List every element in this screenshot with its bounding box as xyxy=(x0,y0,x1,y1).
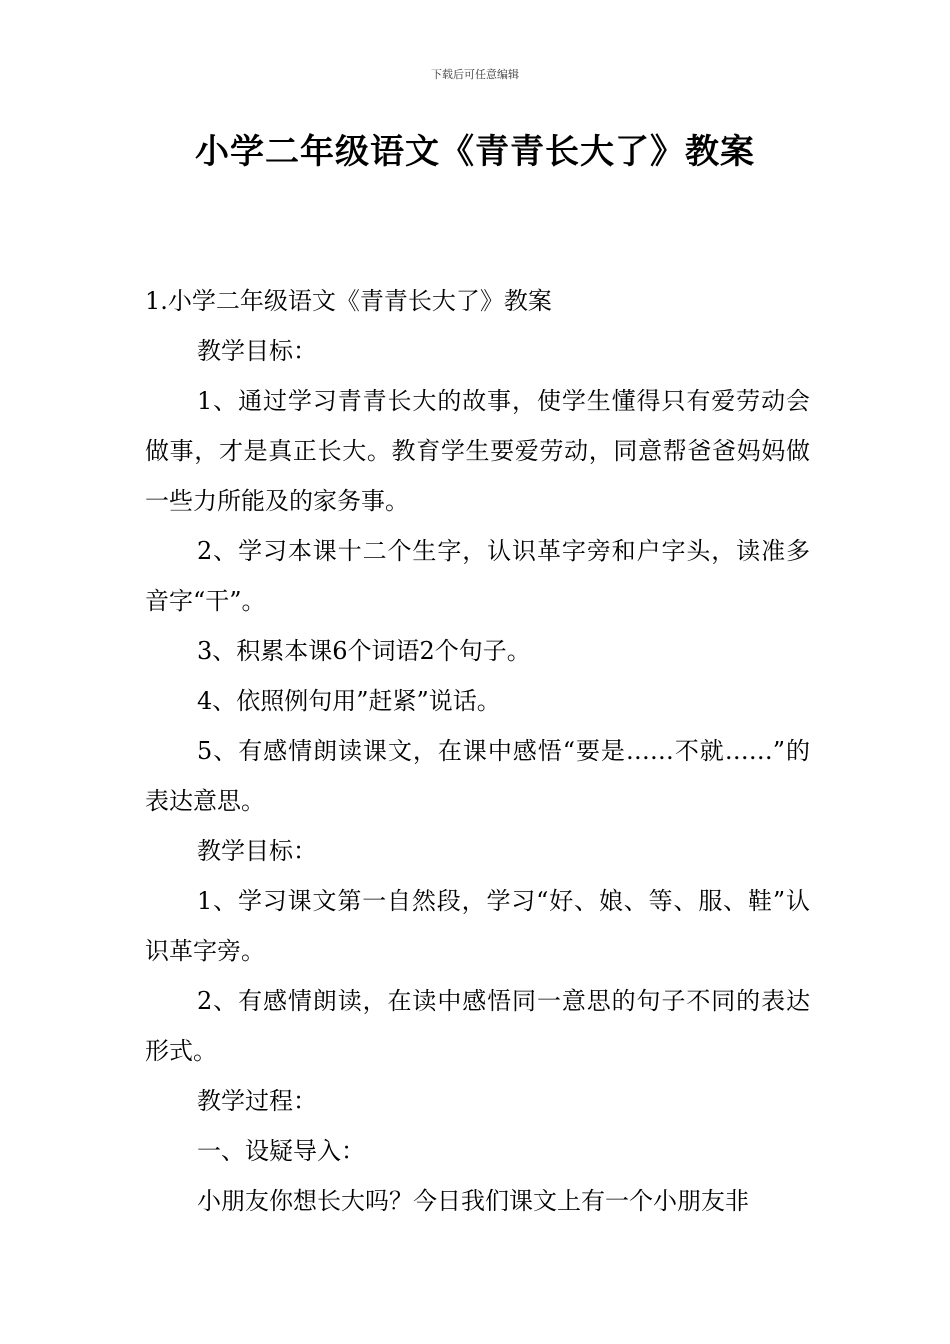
paragraph-step-1: 一、设疑导入： xyxy=(197,1137,365,1165)
paragraph-goal-2: 2、有感情朗读，在读中感悟同一意思的句子不同的表达形式。 xyxy=(145,987,810,1065)
paragraph-objectives-label: 教学目标： xyxy=(197,337,317,365)
paragraph-objective-1: 1、通过学习青青长大的故事，使学生懂得只有爱劳动会做事，才是真正长大。教育学生要爱劳动，同意帮爸爸妈妈做一些力所能及的家务事。 xyxy=(145,387,810,515)
paragraph-objectives-label-2: 教学目标： xyxy=(197,837,317,865)
document-body xyxy=(145,276,810,1226)
paragraph-objective-5: 5、有感情朗读课文，在课中感悟“要是……不就……”的表达意思。 xyxy=(145,737,810,815)
paragraph-objective-2: 2、学习本课十二个生字，认识革字旁和户字头，读准多音字“干”。 xyxy=(145,537,810,615)
paragraph-intro-text: 小朋友你想长大吗？今日我们课文上有一个小朋友非 xyxy=(197,1187,749,1215)
paragraph-process-label: 教学过程： xyxy=(197,1087,317,1115)
paragraph-heading: 1.小学二年级语文《青青长大了》教案 xyxy=(145,287,552,315)
paragraph-goal-1: 1、学习课文第一自然段，学习“好、娘、等、服、鞋”认识革字旁。 xyxy=(145,887,810,965)
paragraph-objective-3: 3、积累本课6个词语2个句子。 xyxy=(197,637,531,665)
header-note: 下载后可任意编辑 xyxy=(431,68,519,81)
document-title: 小学二年级语文《青青长大了》教案 xyxy=(195,132,755,172)
paragraph-objective-4: 4、依照例句用”赶紧”说话。 xyxy=(197,687,501,715)
